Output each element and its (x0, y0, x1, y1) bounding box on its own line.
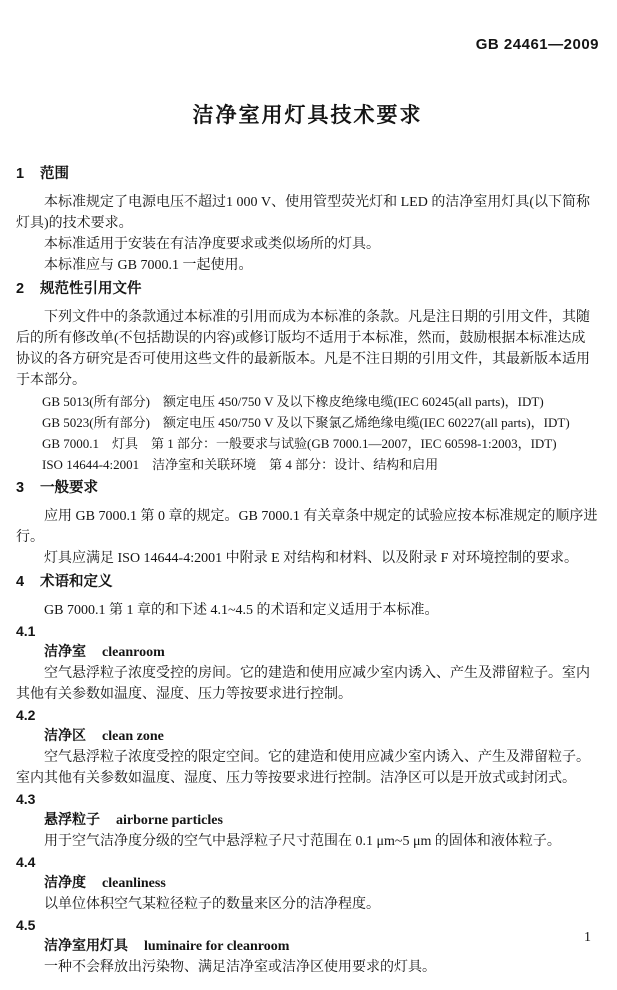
paragraph: 本标准适用于安装在有洁净度要求或类似场所的灯具。 (44, 237, 380, 252)
term-en: cleanroom (102, 645, 165, 660)
reference-item: GB 5013(所有部分) 额定电压 450/750 V 及以下橡皮绝缘电缆(IEC 60245(all parts)，IDT) (42, 394, 544, 409)
term-zh: 洁净室 (44, 645, 86, 660)
term-line (44, 936, 599, 957)
reference-item: GB 5023(所有部分) 额定电压 450/750 V 及以下聚氯乙烯绝缘电缆(IEC 60227(all parts)，IDT) (42, 415, 570, 430)
term-definition: 空气悬浮粒子浓度受控的房间。它的建造和使用应减少室内诱入、产生及滞留粒子。室内其他有关参数如温度、湿度、压力等按要求进行控制。 (16, 666, 590, 702)
paragraph: GB 7000.1 第 1 章的和下述 4.1~4.5 的术语和定义适用于本标准。 (44, 603, 439, 618)
term-en: airborne particles (116, 813, 223, 828)
section-heading-terms (16, 572, 599, 593)
reference-item: ISO 14644-4:2001 洁净室和关联环境 第 4 部分：设计、结构和启用 (42, 457, 439, 472)
term-zh: 洁净度 (44, 876, 86, 891)
term-line (44, 873, 599, 894)
term-line (44, 726, 599, 747)
term-line (44, 810, 599, 831)
paragraph: 下列文件中的条款通过本标准的引用而成为本标准的条款。凡是注日期的引用文件，其随后的所有修改单(不包括勘误的内容)或修订版均不适用于本标准，然而，鼓励根据本标准达成协议的各方研究是否可使用这些文件的最新版本。凡是不注日期的引用文件，其最新版本适用于本部分。 (16, 310, 590, 388)
standard-code: GB 24461—2009 (475, 36, 599, 53)
section-number: 4 (16, 574, 25, 590)
document-title: 洁净室用灯具技术要求 (192, 104, 423, 127)
reference-list (16, 391, 599, 475)
term-definition: 用于空气洁净度分级的空气中悬浮粒子尺寸范围在 0.1 μm~5 μm 的固体和液体粒子。 (44, 834, 561, 849)
section-title: 术语和定义 (40, 574, 113, 590)
term-zh: 悬浮粒子 (44, 813, 100, 828)
term-definition: 以单位体积空气某粒径粒子的数量来区分的洁净程度。 (44, 897, 380, 912)
term-en: clean zone (102, 729, 164, 744)
section-heading-scope (16, 164, 599, 185)
term-definition: 空气悬浮粒子浓度受控的限定空间。它的建造和使用应减少室内诱入、产生及滞留粒子。室内其他有关参数如温度、湿度、压力等按要求进行控制。洁净区可以是开放式或封闭式。 (16, 750, 590, 786)
clause-number: 4.4 (16, 854, 36, 870)
clause-number: 4.1 (16, 623, 36, 639)
term-en: luminaire for cleanroom (144, 939, 290, 954)
clause-number: 4.5 (16, 917, 36, 933)
paragraph: 本标准应与 GB 7000.1 一起使用。 (44, 258, 253, 273)
section-number: 2 (16, 281, 25, 297)
section-number: 1 (16, 166, 25, 182)
section-heading-general (16, 478, 599, 499)
paragraph: 本标准规定了电源电压不超过1 000 V、使用管型荧光灯和 LED 的洁净室用灯具(以下简称灯具)的技术要求。 (16, 195, 590, 231)
section-title: 一般要求 (40, 480, 98, 496)
term-line (44, 642, 599, 663)
paragraph: 灯具应满足 ISO 14644-4:2001 中附录 E 对结构和材料、以及附录 F 对环境控制的要求。 (44, 551, 578, 566)
term-en: cleanliness (102, 876, 166, 891)
paragraph: 应用 GB 7000.1 第 0 章的规定。GB 7000.1 有关章条中规定的试验应按本标准规定的顺序进行。 (16, 509, 598, 545)
term-zh: 洁净区 (44, 729, 86, 744)
reference-item: GB 7000.1 灯具 第 1 部分：一般要求与试验(GB 7000.1—2007，IEC 60598-1:2003，IDT) (42, 436, 557, 451)
term-definition: 一种不会释放出污染物、满足洁净室或洁净区使用要求的灯具。 (44, 960, 436, 975)
section-number: 3 (16, 480, 25, 496)
term-zh: 洁净室用灯具 (44, 939, 128, 954)
clause-number: 4.3 (16, 791, 36, 807)
section-title: 范围 (40, 166, 69, 182)
clause-number: 4.2 (16, 707, 36, 723)
section-title: 规范性引用文件 (40, 281, 142, 297)
section-heading-references (16, 279, 599, 300)
page-number: 1 (584, 930, 591, 945)
